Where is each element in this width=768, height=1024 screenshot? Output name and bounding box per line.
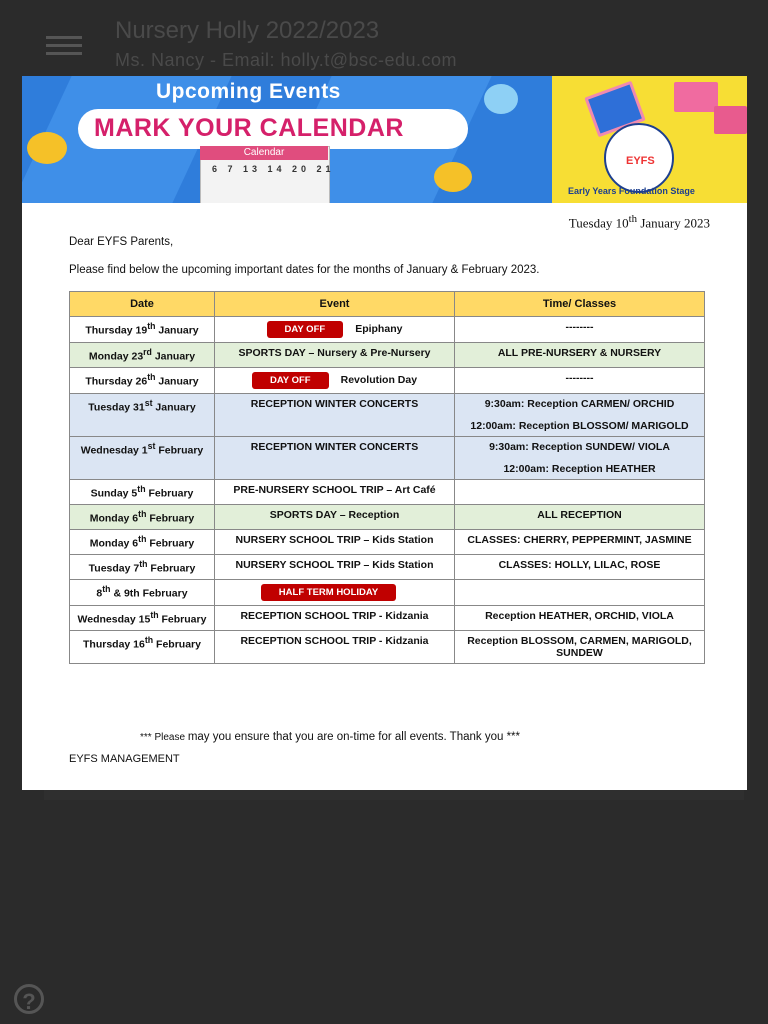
time-cell bbox=[455, 530, 705, 555]
table-row bbox=[70, 368, 705, 394]
event-cell bbox=[215, 631, 455, 664]
table-row bbox=[70, 480, 705, 505]
event-name: SPORTS DAY – Nursery & Pre-Nursery bbox=[238, 347, 431, 359]
event-cell bbox=[215, 606, 455, 631]
column-header: Time/ Classes bbox=[455, 292, 705, 317]
column-header: Event bbox=[215, 292, 455, 317]
time-cell bbox=[455, 480, 705, 505]
balloon-icon bbox=[27, 132, 67, 164]
table-row bbox=[70, 437, 705, 480]
time-cell bbox=[455, 631, 705, 664]
event-cell bbox=[215, 343, 455, 368]
letter-signoff: EYFS MANAGEMENT bbox=[69, 753, 180, 765]
time-text: ALL RECEPTION bbox=[537, 509, 622, 521]
time-text: -------- bbox=[565, 321, 594, 333]
date-cell: Thursday 26th January bbox=[70, 368, 215, 394]
banner-tagline: MARK YOUR CALENDAR bbox=[94, 114, 404, 142]
event-name: SPORTS DAY – Reception bbox=[269, 509, 400, 521]
event-cell bbox=[215, 505, 455, 530]
time-text: CLASSES: CHERRY, PEPPERMINT, JASMINE bbox=[467, 534, 692, 546]
table-row bbox=[70, 555, 705, 580]
date-cell: Thursday 16th February bbox=[70, 631, 215, 664]
status-badge: HALF TERM HOLIDAY bbox=[261, 584, 396, 601]
banner-heading: Upcoming Events bbox=[156, 80, 341, 103]
time-cell bbox=[455, 343, 705, 368]
event-cell bbox=[215, 580, 455, 606]
calendar-label: Calendar bbox=[200, 146, 328, 160]
time-text: 9:30am: Reception SUNDEW/ VIOLA bbox=[489, 441, 670, 453]
table-row bbox=[70, 580, 705, 606]
date-cell: Monday 6th February bbox=[70, 530, 215, 555]
date-cell: Sunday 5th February bbox=[70, 480, 215, 505]
date-cell: 8th & 9th February bbox=[70, 580, 215, 606]
event-name: RECEPTION WINTER CONCERTS bbox=[250, 441, 419, 453]
time-cell bbox=[455, 505, 705, 530]
eyfs-logo-caption: Early Years Foundation Stage bbox=[568, 186, 695, 196]
time-text: 12:00am: Reception HEATHER bbox=[503, 463, 656, 475]
letter-greeting: Dear EYFS Parents, bbox=[69, 236, 174, 248]
time-cell bbox=[455, 317, 705, 343]
event-name: NURSERY SCHOOL TRIP – Kids Station bbox=[235, 559, 434, 571]
date-cell: Wednesday 15th February bbox=[70, 606, 215, 631]
event-cell bbox=[215, 317, 455, 343]
time-text: CLASSES: HOLLY, LILAC, ROSE bbox=[498, 559, 661, 571]
gift-icon bbox=[714, 106, 747, 134]
help-icon[interactable]: ? bbox=[14, 984, 44, 1014]
date-cell: Monday 23rd January bbox=[70, 343, 215, 368]
event-name: RECEPTION SCHOOL TRIP - Kidzania bbox=[240, 635, 429, 647]
balloon-icon bbox=[484, 84, 518, 114]
time-cell bbox=[455, 368, 705, 394]
time-text: -------- bbox=[565, 372, 594, 384]
time-cell bbox=[455, 555, 705, 580]
events-table bbox=[69, 291, 705, 664]
event-name: Epiphany bbox=[355, 323, 403, 335]
event-cell bbox=[215, 530, 455, 555]
letter-footnote: *** Please may you ensure that you are on-time for all events. Thank you *** bbox=[140, 731, 520, 743]
date-cell: Wednesday 1st February bbox=[70, 437, 215, 480]
time-cell bbox=[455, 606, 705, 631]
status-badge: DAY OFF bbox=[252, 372, 329, 389]
date-cell: Tuesday 31st January bbox=[70, 394, 215, 437]
time-text: ALL PRE-NURSERY & NURSERY bbox=[497, 347, 662, 359]
calendar-numbers: 6 7 13 14 20 21 bbox=[212, 164, 335, 174]
event-image-modal[interactable] bbox=[22, 76, 747, 790]
table-row bbox=[70, 394, 705, 437]
date-cell: Monday 6th February bbox=[70, 505, 215, 530]
event-cell bbox=[215, 394, 455, 437]
event-name: NURSERY SCHOOL TRIP – Kids Station bbox=[235, 534, 434, 546]
table-row bbox=[70, 505, 705, 530]
event-name: RECEPTION SCHOOL TRIP - Kidzania bbox=[240, 610, 429, 622]
eyfs-logo-text: EYFS bbox=[626, 155, 655, 167]
letter-intro: Please find below the upcoming important dates for the months of January & February 2023. bbox=[69, 264, 540, 276]
menu-icon[interactable] bbox=[46, 36, 82, 56]
page-subtitle: Ms. Nancy - Email: holly.t@bsc-edu.com bbox=[115, 50, 458, 70]
event-cell bbox=[215, 437, 455, 480]
date-cell: Thursday 19th January bbox=[70, 317, 215, 343]
time-cell bbox=[455, 437, 705, 480]
event-name: PRE-NURSERY SCHOOL TRIP – Art Café bbox=[233, 484, 436, 496]
table-header-row bbox=[70, 292, 705, 317]
status-badge: DAY OFF bbox=[267, 321, 344, 338]
table-row bbox=[70, 530, 705, 555]
time-text: 12:00am: Reception BLOSSOM/ MARIGOLD bbox=[470, 420, 689, 432]
page-header bbox=[0, 0, 768, 80]
event-name: RECEPTION WINTER CONCERTS bbox=[250, 398, 419, 410]
table-row bbox=[70, 631, 705, 664]
table-row bbox=[70, 317, 705, 343]
time-cell bbox=[455, 394, 705, 437]
page-title: Nursery Holly 2022/2023 bbox=[115, 17, 380, 44]
date-cell: Tuesday 7th February bbox=[70, 555, 215, 580]
balloon-icon bbox=[434, 162, 472, 192]
time-text: Reception BLOSSOM, CARMEN, MARIGOLD, SUNDEW bbox=[467, 635, 692, 659]
time-cell bbox=[455, 580, 705, 606]
gift-icon bbox=[674, 82, 718, 112]
event-cell bbox=[215, 480, 455, 505]
event-banner bbox=[22, 76, 747, 203]
event-cell bbox=[215, 368, 455, 394]
time-text: 9:30am: Reception CARMEN/ ORCHID bbox=[484, 398, 675, 410]
table-row bbox=[70, 606, 705, 631]
time-text: Reception HEATHER, ORCHID, VIOLA bbox=[485, 610, 674, 622]
event-name: Revolution Day bbox=[340, 374, 418, 386]
letter-date: Tuesday 10th January 2023 bbox=[568, 213, 710, 231]
event-cell bbox=[215, 555, 455, 580]
table-row bbox=[70, 343, 705, 368]
column-header: Date bbox=[70, 292, 215, 317]
